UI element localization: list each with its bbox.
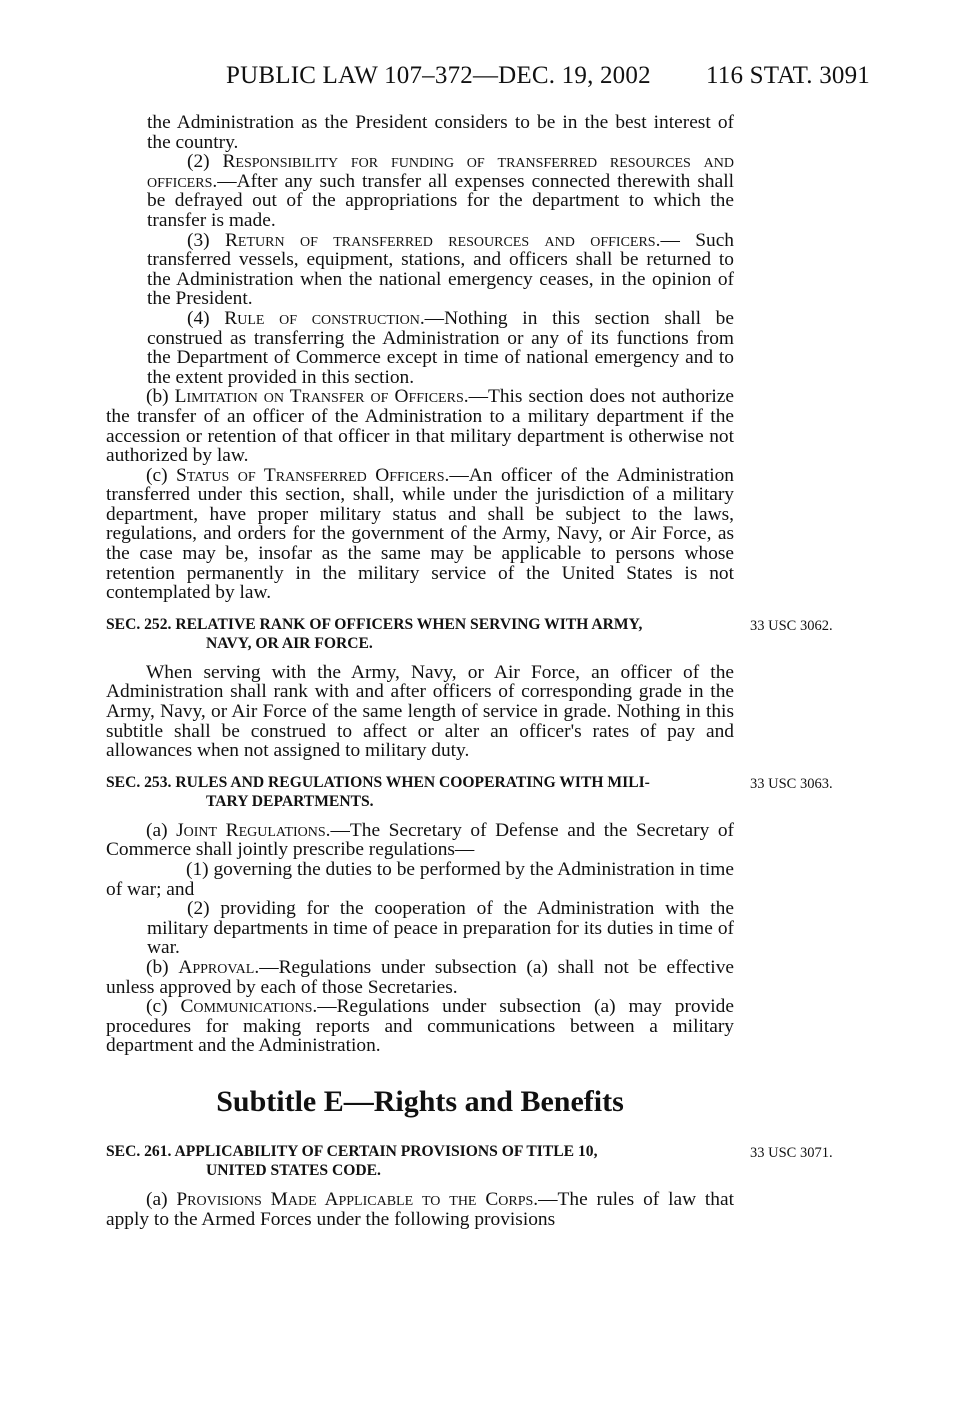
section-261-a: (a) Provisions Made Applicable to the Corps.—The rules of law that apply to the Armed Forces under the following provisions: [106, 1188, 734, 1230]
usc-citation-3071: 33 USC 3071.: [750, 1144, 833, 1161]
section-261-a-heading: Provisions Made Applicable to the Corps.: [176, 1188, 539, 1210]
text-column: [106, 112, 833, 1230]
section-253-a: (a) Joint Regulations.—The Secretary of Defense and the Secretary of Commerce shall jointly prescribe regulations—: [106, 819, 734, 861]
section-261-heading: SEC. 261. APPLICABILITY OF CERTAIN PROVISIONS OF TITLE 10, UNITED STATES CODE. 33 USC 3071.: [106, 1142, 734, 1180]
para-2-heading: Responsibility for funding of transferred resources and officers.: [147, 151, 734, 192]
para-4-heading: Rule of construction.: [224, 307, 425, 329]
subtitle-heading: Subtitle E—Rights and Benefits: [216, 1084, 624, 1118]
page-header: [0, 62, 954, 98]
section-252-text: When serving with the Army, Navy, or Air Force, an officer of the Administration shall rank with and after officers of corresponding grade in the Army, Navy, or Air Force of the same length of service in grade. Nothing in this subtitle shall be construed to affect or alter an officer's rates of pay and allowances when not assigned to military duty.: [106, 661, 734, 762]
section-253-heading: SEC. 253. RULES AND REGULATIONS WHEN COOPERATING WITH MILI- TARY DEPARTMENTS. 33 USC 3063.: [106, 773, 734, 811]
usc-citation-3062: 33 USC 3062.: [750, 617, 833, 634]
section-253-a2: (2) providing for the cooperation of the Administration with the military departments in time of peace in preparation for its duties in time of war.: [147, 898, 734, 959]
header-stat-page: 116 STAT. 3091: [706, 62, 870, 89]
header-public-law: PUBLIC LAW 107–372—DEC. 19, 2002: [226, 62, 651, 89]
para-4: (4) Rule of construction.—Nothing in this section shall be construed as transferring the Administration or any of its functions from the Department of Commerce except in time of national emergency and to the extent provided in this section.: [147, 307, 734, 388]
para-2: (2) Responsibility for funding of transferred resources and officers.—After any such transfer all expenses connected therewith shall be defrayed out of the appropriations for the department to which the transfer is made.: [147, 151, 734, 231]
para-3-heading: Return of transferred resources and officers.: [225, 229, 661, 251]
section-253-a1: (1) governing the duties to be performed by the Administration in time of war; and: [106, 859, 734, 900]
usc-citation-3063: 33 USC 3063.: [750, 775, 833, 792]
para-b-heading: Limitation on Transfer of Officers.: [174, 386, 469, 408]
para-b: (b) Limitation on Transfer of Officers.—This section does not authorize the transfer of an officer of the Administration to a military department if the accession or retention of that officer in that military department is otherwise not authorized by law.: [106, 386, 734, 467]
section-253-b-heading: Approval.: [178, 956, 260, 978]
section-252-heading: SEC. 252. RELATIVE RANK OF OFFICERS WHEN SERVING WITH ARMY, NAVY, OR AIR FORCE. 33 USC 3062.: [106, 615, 734, 653]
section-253-c-heading: Communications.: [180, 996, 318, 1018]
para-c-heading: Status of Transferred Officers.: [176, 464, 450, 486]
para-a-continuation: the Administration as the President considers to be in the best interest of the country.: [147, 112, 734, 153]
section-253-b: (b) Approval.—Regulations under subsection (a) shall not be effective unless approved by each of those Secretaries.: [106, 956, 734, 998]
para-3: (3) Return of transferred resources and officers.— Such transferred vessels, equipment, stations, and officers shall be returned to the Administration when the national emergency ceases, in the opinion of the President.: [147, 229, 734, 310]
para-c: (c) Status of Transferred Officers.—An officer of the Administration transferred under this section, shall, while under the jurisdiction of a military department, have proper military status and shall be subject to the laws, regulations, and orders for the government of the Army, Navy, or Air Force, as the case may be, insofar as the same may be applicable to persons whose retention permanently in the military service of the United States is not contemplated by law.: [106, 464, 735, 604]
section-253-c: (c) Communications.—Regulations under subsection (a) may provide procedures for making reports and communications between a military department and the Administration.: [106, 996, 734, 1057]
section-253-a-heading: Joint Regulations.: [176, 819, 331, 841]
